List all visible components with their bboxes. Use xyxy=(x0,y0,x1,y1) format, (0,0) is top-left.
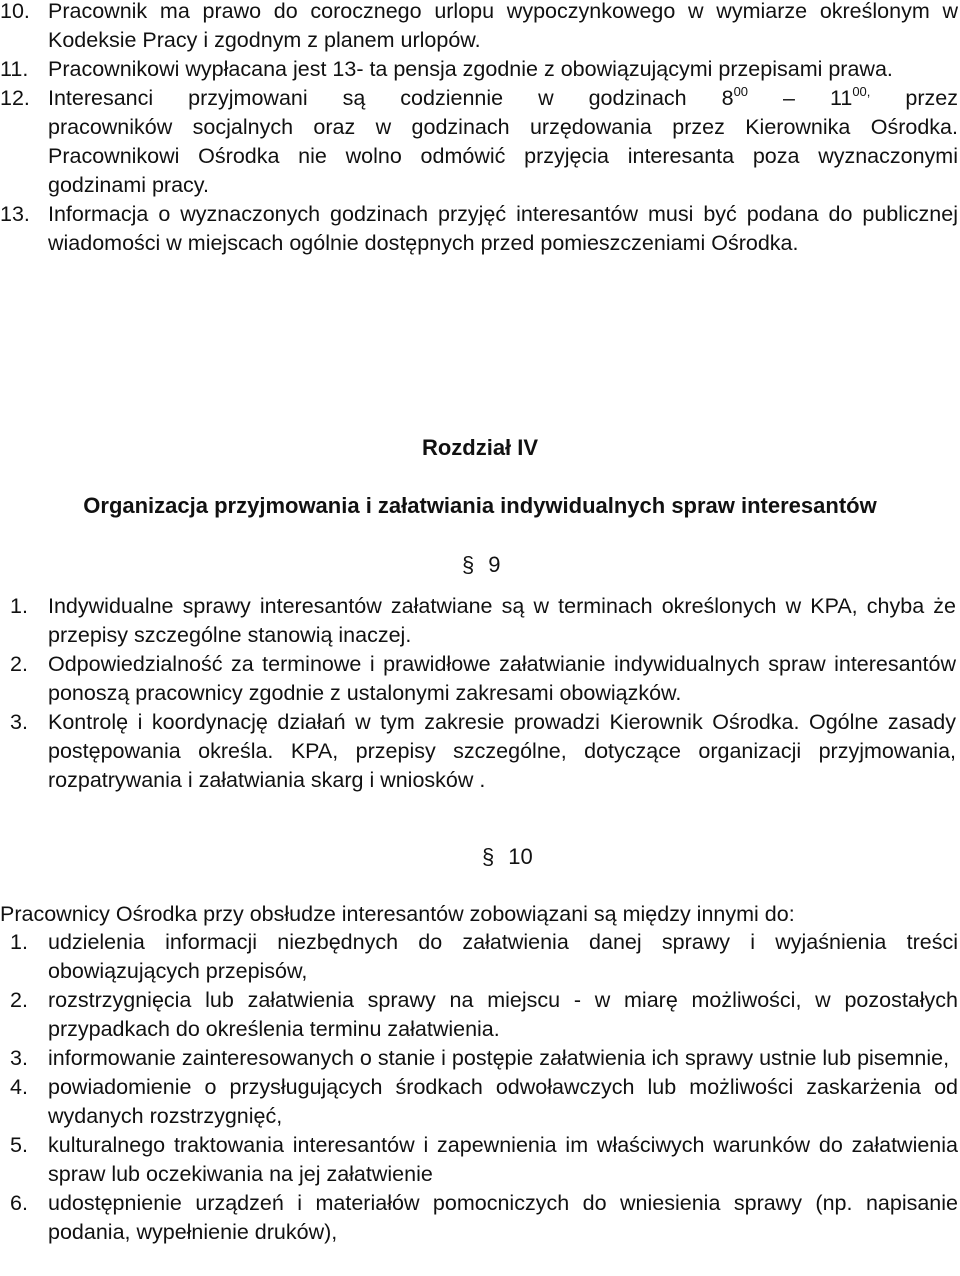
item-text: Odpowiedzialność za terminowe i prawidłowe załatwianie indywidualnych spraw interesantów ponoszą pracownicy zgodnie z ustalonymi zakresami obowiązków. xyxy=(48,652,956,705)
item-number: 1. xyxy=(10,930,28,954)
item-number: 10. xyxy=(0,0,30,23)
item-text: powiadomienie o przysługujących środkach odwoławczych lub możliwości zaskarżenia od wydanych rozstrzygnięć, xyxy=(48,1075,958,1128)
hour-end: 11 xyxy=(829,86,853,110)
list-item xyxy=(0,0,958,55)
item-text: informowanie zainteresowanych o stanie i postępie załatwienia ich sprawy ustnie lub pisemnie, xyxy=(48,1046,950,1070)
list-item xyxy=(0,1131,958,1189)
item-number: 3. xyxy=(10,710,28,734)
item-number: 6. xyxy=(10,1191,28,1215)
minutes-end: 00, xyxy=(852,84,871,99)
item-number: 12. xyxy=(0,86,30,110)
list-item xyxy=(0,592,956,650)
item-text: rozstrzygnięcia lub załatwienia sprawy na miejscu - w miarę możliwości, w pozostałych przypadkach do określenia terminu załatwienia. xyxy=(48,988,958,1041)
item-text: Indywidualne sprawy interesantów załatwiane są w terminach określonych w KPA, chyba że przepisy szczególne stanowią inaczej. xyxy=(48,594,956,647)
section-9-heading xyxy=(462,550,501,579)
item-number: 11. xyxy=(0,57,29,81)
item-text-part-b: pracowników socjalnych oraz w godzinach urzędowania przez Kierownika Ośrodka. Pracownikowi Ośrodka nie wolno odmówić przyjęcia interesanta poza wyznaczonymi godzinami pracy. xyxy=(48,115,958,197)
minutes-start: 00 xyxy=(733,84,749,99)
item-number: 4. xyxy=(10,1075,28,1099)
item-text: Informacja o wyznaczonych godzinach przyjęć interesantów musi być podana do publicznej wiadomości w miejscach ogólnie dostępnych przed pomieszczeniami Ośrodka. xyxy=(48,202,958,255)
section-sign: § xyxy=(462,552,475,577)
list-item xyxy=(0,84,958,200)
item-number: 2. xyxy=(10,988,28,1012)
list-item xyxy=(0,650,956,708)
item-text-first-line xyxy=(48,84,958,113)
chapter-title: Rozdział IV xyxy=(421,435,539,460)
list-item xyxy=(0,928,958,986)
list-item xyxy=(0,200,958,258)
time-dash: – xyxy=(783,86,795,110)
item-text: Pracownikowi wypłacana jest 13- ta pensja zgodnie z obowiązującymi przepisami prawa. xyxy=(48,57,893,81)
item-text xyxy=(48,84,958,200)
item-number: 5. xyxy=(10,1133,28,1157)
item-number: 3. xyxy=(10,1046,28,1070)
list-item xyxy=(0,1073,958,1131)
list-item xyxy=(0,986,958,1044)
item-number: 2. xyxy=(10,652,28,676)
list-item xyxy=(0,1189,958,1247)
item-text: udzielenia informacji niezbędnych do załatwienia danej sprawy i wyjaśnienia treści obowiązujących przepisów, xyxy=(48,930,958,983)
section-sign: § xyxy=(482,844,495,869)
item-text: Kontrolę i koordynację działań w tym zakresie prowadzi Kierownik Ośrodka. Ogólne zasady postępowania określa. KPA, przepisy szczególne, dotyczące organizacji przyjmowania, rozpatrywania i załatwiania skarg i wniosków . xyxy=(48,710,956,792)
numbered-list-section-9 xyxy=(0,592,956,795)
item-text-part-a: Interesanci przyjmowani są codziennie w godzinach xyxy=(48,86,687,110)
item-text: Pracownik ma prawo do corocznego urlopu wypoczynkowego w wymiarze określonym w Kodeksie Pracy i zgodnym z planem urlopów. xyxy=(48,0,958,52)
obligations-intro: Pracownicy Ośrodka przy obsłudze interesantów zobowiązani są między innymi do: xyxy=(0,902,795,926)
numbered-list-section-10 xyxy=(0,928,958,1247)
chapter-subtitle: Organizacja przyjmowania i załatwiania indywidualnych spraw interesantów xyxy=(83,493,877,518)
numbered-list-top xyxy=(0,0,958,258)
item-text: udostępnienie urządzeń i materiałów pomocniczych do wniesienia sprawy (np. napisanie podania, wypełnienie druków), xyxy=(48,1191,958,1244)
list-item xyxy=(0,708,956,795)
item-number: 1. xyxy=(10,594,28,618)
list-item xyxy=(0,1044,958,1073)
section-number: 9 xyxy=(488,552,501,577)
section-10-heading xyxy=(482,842,533,871)
hour-start: 8 xyxy=(721,86,734,110)
section-number: 10 xyxy=(508,844,533,869)
list-item xyxy=(0,55,958,84)
item-number: 13. xyxy=(0,202,30,226)
item-text-part-b-first: przez xyxy=(905,86,958,110)
item-text: kulturalnego traktowania interesantów i zapewnienia im właściwych warunków do załatwienia spraw lub oczekiwania na jej załatwienie xyxy=(48,1133,958,1186)
